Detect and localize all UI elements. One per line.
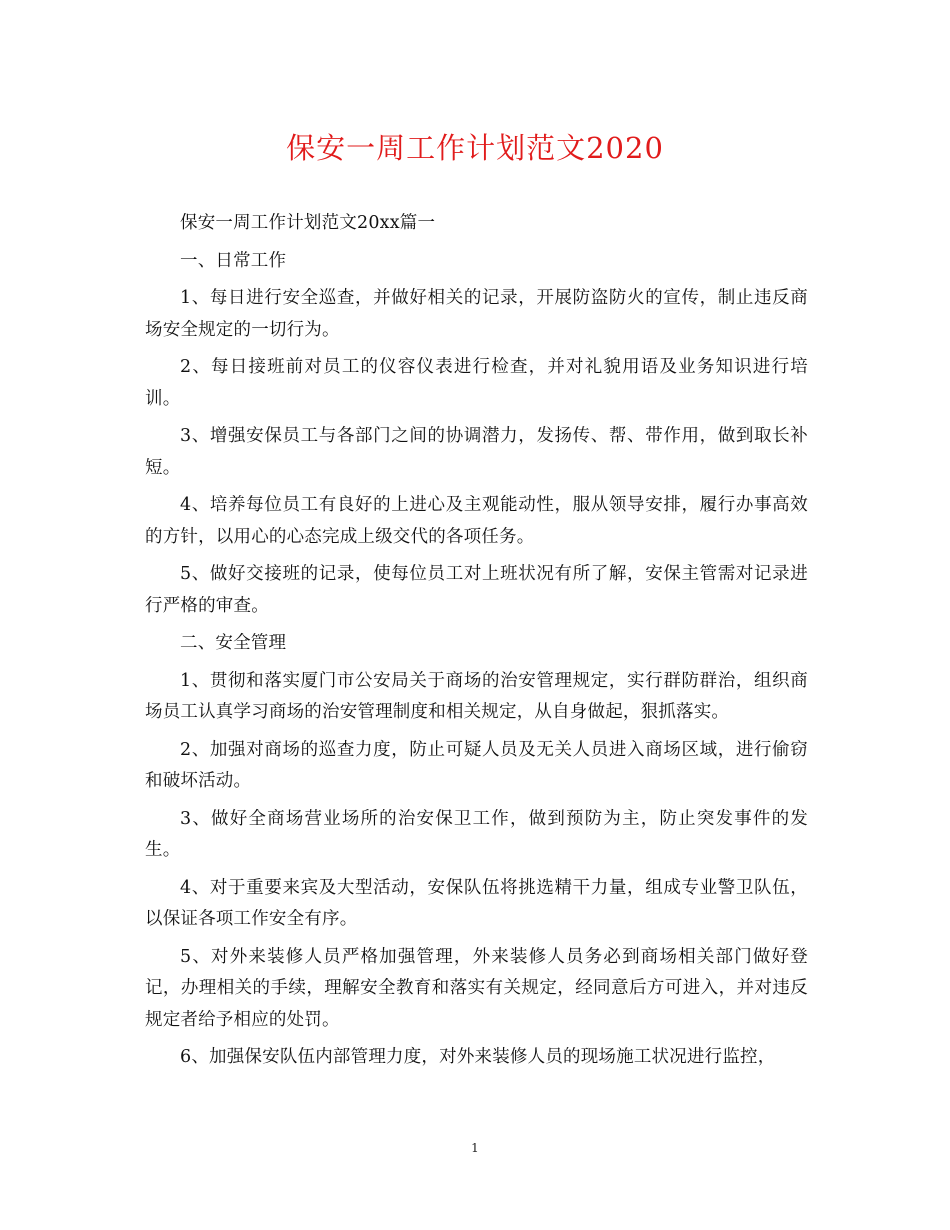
paragraph-daily-5: 5、做好交接班的记录，使每位员工对上班状况有所了解，安保主管需对记录进行严格的审查。 bbox=[145, 564, 808, 616]
section-heading-safety-management: 二、安全管理 bbox=[180, 633, 287, 653]
paragraph-safety-3: 3、做好全商场营业场所的治安保卫工作，做到预防为主，防止突发事件的发生。 bbox=[145, 808, 808, 860]
paragraph-safety-4: 4、对于重要来宾及大型活动，安保队伍将挑选精干力量，组成专业警卫队伍，以保证各项工作安全有序。 bbox=[145, 877, 808, 929]
section-intro-heading: 保安一周工作计划范文20xx篇一 bbox=[180, 213, 436, 233]
paragraph-daily-4: 4、培养每位员工有良好的上进心及主观能动性，服从领导安排，履行办事高效的方针，以用心的心态完成上级交代的各项任务。 bbox=[145, 495, 808, 547]
paragraph-daily-3: 3、增强安保员工与各部门之间的协调潜力，发扬传、帮、带作用，做到取长补短。 bbox=[145, 426, 808, 478]
section-heading-daily-work: 一、日常工作 bbox=[180, 250, 287, 271]
document-title: 保安一周工作计划范文2020 bbox=[286, 131, 664, 165]
paragraph-daily-2: 2、每日接班前对员工的仪容仪表进行检查，并对礼貌用语及业务知识进行培训。 bbox=[145, 357, 808, 409]
document-body bbox=[145, 208, 808, 1080]
paragraph-daily-1: 1、每日进行安全巡查，并做好相关的记录，开展防盗防火的宣传，制止违反商场安全规定的一切行为。 bbox=[145, 288, 808, 340]
page-number: 1 bbox=[471, 1141, 479, 1155]
paragraph-safety-1: 1、贯彻和落实厦门市公安局关于商场的治安管理规定，实行群防群治，组织商场员工认真学习商场的治安管理制度和相关规定，从自身做起，狠抓落实。 bbox=[145, 670, 808, 722]
paragraph-safety-5: 5、对外来装修人员严格加强管理，外来装修人员务必到商场相关部门做好登记，办理相关的手续，理解安全教育和落实有关规定，经同意后方可进入，并对违反规定者给予相应的处罚。 bbox=[145, 946, 808, 1030]
paragraph-safety-6: 6、加强保安队伍内部管理力度，对外来装修人员的现场施工状况进行监控， bbox=[180, 1047, 776, 1067]
paragraph-safety-2: 2、加强对商场的巡查力度，防止可疑人员及无关人员进入商场区域，进行偷窃和破坏活动。 bbox=[145, 739, 808, 791]
